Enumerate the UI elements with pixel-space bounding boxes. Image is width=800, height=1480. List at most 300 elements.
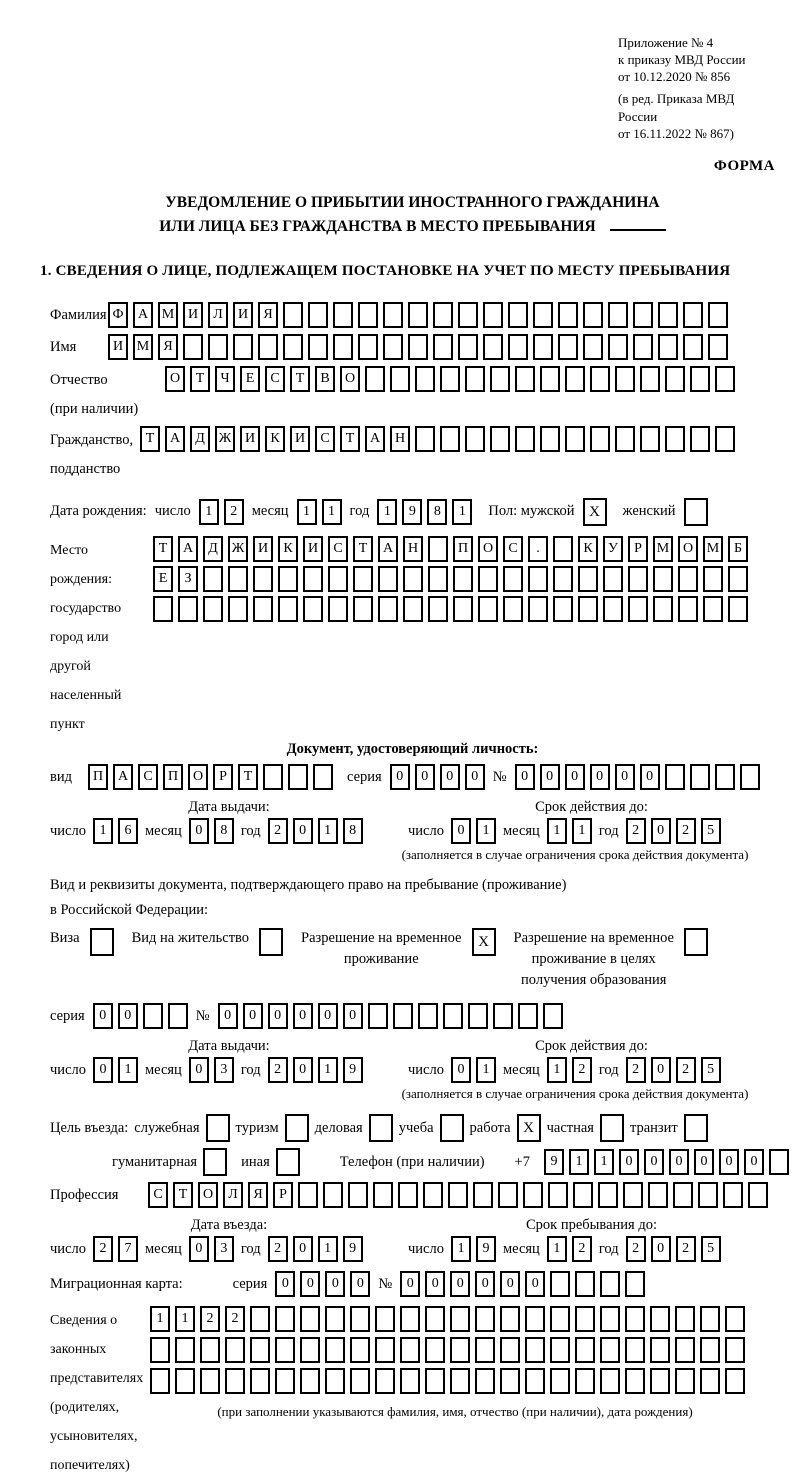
migration-number-label: №	[378, 1275, 393, 1292]
form-cell	[565, 426, 585, 452]
section1-heading: 1. СВЕДЕНИЯ О ЛИЦЕ, ПОДЛЕЖАЩЕМ ПОСТАНОВКЕ НА УЧЕТ ПО МЕСТУ ПРЕБЫВАНИЯ	[40, 262, 731, 279]
form-cell	[515, 426, 535, 452]
form-cell: А	[165, 426, 185, 452]
form-cell	[475, 1368, 495, 1394]
form-cell	[665, 764, 685, 790]
form-cell	[375, 1368, 395, 1394]
entry-date-col	[50, 1217, 408, 1263]
form-cell: Я	[258, 302, 278, 328]
entry-date-line	[50, 1236, 408, 1263]
issue-date-line	[50, 818, 408, 845]
form-cell: 1	[594, 1149, 614, 1175]
form-cell: П	[453, 536, 473, 562]
expiry-month-cells	[547, 1057, 592, 1083]
month-label: месяц	[144, 1240, 182, 1257]
form-cell: 0	[93, 1057, 113, 1083]
form-cell	[183, 334, 203, 360]
form-cell: Т	[190, 366, 210, 392]
form-cell: 0	[515, 764, 535, 790]
form-cell: А	[113, 764, 133, 790]
form-cell	[525, 1306, 545, 1332]
form-cell	[698, 1182, 718, 1208]
form-cell	[428, 566, 448, 592]
form-cell	[578, 566, 598, 592]
form-cell: 5	[701, 1236, 721, 1262]
form-cell	[723, 1182, 743, 1208]
form-cell: Ч	[215, 366, 235, 392]
form-cell	[475, 1337, 495, 1363]
identity-doc-row	[50, 764, 775, 791]
form-cell: 0	[325, 1271, 345, 1297]
temp-residence-education-checkbox	[684, 928, 708, 956]
form-cell	[700, 1368, 720, 1394]
visa-label: Виза	[50, 929, 80, 946]
entry-year-cells	[268, 1236, 363, 1262]
form-title-line1: УВЕДОМЛЕНИЕ О ПРИБЫТИИ ИНОСТРАННОГО ГРАЖДАНИНА	[165, 193, 660, 211]
form-cell	[353, 596, 373, 622]
expiry-day-cells	[451, 818, 496, 844]
legal-row3	[150, 1368, 760, 1394]
form-cell	[300, 1306, 320, 1332]
form-cell	[350, 1368, 370, 1394]
form-cell	[525, 1337, 545, 1363]
form-cell	[433, 334, 453, 360]
form-cell: 0	[525, 1271, 545, 1297]
purpose-work-label: работа	[469, 1119, 511, 1136]
purpose-business-checkbox	[369, 1114, 393, 1142]
purpose-official-checkbox	[206, 1114, 230, 1142]
form-cell	[303, 566, 323, 592]
form-cell	[553, 566, 573, 592]
citizenship-label-line: Гражданство,	[50, 431, 134, 448]
form-cell: 0	[189, 1236, 209, 1262]
temp-residence-education-line: проживание в целях	[531, 950, 656, 967]
form-cell: 0	[651, 1236, 671, 1262]
birth-place-row1	[153, 536, 748, 562]
form-cell: 0	[719, 1149, 739, 1175]
form-cell	[278, 596, 298, 622]
form-cell	[383, 302, 403, 328]
month-label: месяц	[251, 503, 289, 520]
form-cell	[583, 302, 603, 328]
form-cell	[308, 334, 328, 360]
visit-purpose-row2	[112, 1148, 775, 1176]
form-cell: 7	[118, 1236, 138, 1262]
legal-representatives-block	[50, 1306, 775, 1480]
form-cell: И	[108, 334, 128, 360]
form-cell	[448, 1182, 468, 1208]
form-cell	[533, 334, 553, 360]
form-cell	[700, 1337, 720, 1363]
form-cell: Т	[353, 536, 373, 562]
form-cell: 0	[651, 818, 671, 844]
form-cell: 0	[293, 818, 313, 844]
day-label: число	[50, 1061, 86, 1078]
migration-series-cells	[275, 1271, 370, 1297]
form-cell	[465, 426, 485, 452]
form-cell: М	[703, 536, 723, 562]
temp-residence-education-line: получения образования	[521, 971, 667, 988]
form-cell	[540, 366, 560, 392]
stay-until-line	[408, 1236, 775, 1263]
form-cell: А	[365, 426, 385, 452]
form-cell: 0	[189, 1057, 209, 1083]
form-cell	[740, 764, 760, 790]
form-cell: 1	[175, 1306, 195, 1332]
form-cell: Е	[153, 566, 173, 592]
form-cell: 1	[547, 1057, 567, 1083]
residence-permit-checkbox	[259, 928, 283, 956]
form-cell	[575, 1306, 595, 1332]
birth-year-cells	[377, 499, 472, 525]
form-cell	[683, 334, 703, 360]
identity-doc-heading: Документ, удостоверяющий личность:	[286, 740, 539, 757]
form-cell	[298, 1182, 318, 1208]
legal-row2	[150, 1337, 760, 1363]
form-cell: 2	[626, 1057, 646, 1083]
form-cell	[458, 334, 478, 360]
issue-day-cells	[93, 818, 138, 844]
birth-place-row3	[153, 596, 748, 622]
phone-cells	[544, 1149, 789, 1175]
form-cell	[600, 1271, 620, 1297]
form-cell: 1	[476, 1057, 496, 1083]
citizenship-label-line: подданство	[50, 460, 121, 477]
form-cell	[425, 1337, 445, 1363]
form-cell	[478, 596, 498, 622]
citizenship-cells	[140, 426, 735, 452]
form-cell	[250, 1337, 270, 1363]
form-cell	[575, 1337, 595, 1363]
form-cell	[515, 366, 535, 392]
form-cell	[350, 1306, 370, 1332]
amendment-line: от 16.11.2022 № 867)	[618, 125, 735, 141]
doc-series-label: серия	[347, 768, 382, 785]
form-cell: 1	[547, 818, 567, 844]
form-cell: М	[653, 536, 673, 562]
form-cell	[283, 302, 303, 328]
given-name-label: Имя	[50, 338, 77, 355]
form-cell	[528, 566, 548, 592]
form-cell: 0	[744, 1149, 764, 1175]
stay-doc-number-cells	[218, 1003, 563, 1029]
expiry-year-cells	[626, 818, 721, 844]
form-cell: 0	[619, 1149, 639, 1175]
form-cell: Т	[238, 764, 258, 790]
form-cell	[683, 302, 703, 328]
form-cell: 2	[268, 818, 288, 844]
stay-doc-series-label: серия	[50, 1007, 85, 1024]
stay-doc-intro	[50, 873, 775, 924]
form-cell: З	[178, 566, 198, 592]
day-label: число	[408, 1061, 444, 1078]
form-cell	[200, 1337, 220, 1363]
form-cell	[478, 566, 498, 592]
form-cell	[400, 1337, 420, 1363]
form-cell	[453, 566, 473, 592]
form-cell: Л	[223, 1182, 243, 1208]
purpose-business-label: деловая	[314, 1119, 363, 1136]
form-cell	[403, 566, 423, 592]
form-cell	[590, 366, 610, 392]
month-label: месяц	[144, 822, 182, 839]
form-cell	[650, 1306, 670, 1332]
form-cell	[528, 596, 548, 622]
issue-day-cells	[93, 1057, 138, 1083]
form-cell: Т	[140, 426, 160, 452]
form-cell: С	[265, 366, 285, 392]
form-cell: Т	[153, 536, 173, 562]
birth-date-label: Дата рождения:	[50, 503, 147, 520]
form-cell	[308, 302, 328, 328]
form-cell: 5	[701, 1057, 721, 1083]
legal-label-line: законных	[50, 1341, 107, 1357]
form-cell	[328, 596, 348, 622]
form-cell: О	[188, 764, 208, 790]
form-cell	[543, 1003, 563, 1029]
form-cell	[725, 1337, 745, 1363]
form-cell	[490, 426, 510, 452]
form-cell	[650, 1368, 670, 1394]
form-cell	[483, 334, 503, 360]
form-cell	[703, 566, 723, 592]
form-cell	[508, 334, 528, 360]
form-cell	[433, 302, 453, 328]
form-cell: 0	[500, 1271, 520, 1297]
purpose-other-checkbox	[276, 1148, 300, 1176]
year-label: год	[598, 1240, 619, 1257]
form-cell	[450, 1368, 470, 1394]
form-cell	[708, 302, 728, 328]
phone-prefix: +7	[514, 1153, 530, 1170]
residence-permit-label: Вид на жительство	[131, 929, 250, 946]
doc-number-cells	[515, 764, 760, 790]
form-cell	[375, 1306, 395, 1332]
citizenship-label	[50, 426, 140, 484]
form-cell	[658, 334, 678, 360]
form-cell	[553, 536, 573, 562]
purpose-private-label: частная	[546, 1119, 594, 1136]
doc-series-cells	[390, 764, 485, 790]
form-cell: 0	[189, 818, 209, 844]
form-cell	[358, 334, 378, 360]
form-cell	[769, 1149, 789, 1175]
form-cell: 2	[268, 1236, 288, 1262]
expiry-month-cells	[547, 818, 592, 844]
form-cell	[575, 1368, 595, 1394]
form-cell: Ж	[228, 536, 248, 562]
form-cell	[348, 1182, 368, 1208]
form-cell	[625, 1368, 645, 1394]
form-cell	[368, 1003, 388, 1029]
form-cell: 9	[343, 1236, 363, 1262]
visa-checkbox	[90, 928, 114, 956]
form-cell: М	[133, 334, 153, 360]
visit-purpose-label: Цель въезда:	[50, 1119, 129, 1136]
form-cell	[608, 302, 628, 328]
form-cell	[600, 1337, 620, 1363]
doc-number-label: №	[492, 768, 507, 785]
surname-cells	[108, 302, 728, 328]
form-cell	[623, 1182, 643, 1208]
form-cell: 0	[350, 1271, 370, 1297]
stay-doc-issue-col	[50, 1038, 408, 1084]
form-cell: О	[198, 1182, 218, 1208]
form-cell: Е	[240, 366, 260, 392]
form-cell	[523, 1182, 543, 1208]
form-cell	[465, 366, 485, 392]
day-label: число	[408, 822, 444, 839]
form-cell: 2	[225, 1306, 245, 1332]
form-cell	[575, 1271, 595, 1297]
ref-line: Приложение № 4	[618, 35, 714, 50]
form-cell	[428, 536, 448, 562]
birth-place-cells	[153, 536, 748, 626]
stay-month-cells	[547, 1236, 592, 1262]
surname-label: Фамилия	[50, 306, 107, 323]
form-cell	[533, 302, 553, 328]
form-cell	[503, 596, 523, 622]
birth-place-label-line: населенный пункт	[50, 687, 122, 732]
identity-expiry-col	[408, 799, 775, 845]
form-cell: 1	[476, 818, 496, 844]
form-cell: К	[278, 536, 298, 562]
form-cell: 0	[540, 764, 560, 790]
expiry-day-cells	[451, 1057, 496, 1083]
form-cell: 2	[676, 818, 696, 844]
ref-line: от 10.12.2020 № 856	[618, 69, 731, 85]
form-cell	[258, 334, 278, 360]
form-cell	[483, 302, 503, 328]
given-name-row	[50, 334, 775, 361]
issue-month-cells	[189, 1057, 234, 1083]
form-cell	[578, 596, 598, 622]
form-cell	[175, 1368, 195, 1394]
form-cell: 0	[218, 1003, 238, 1029]
form-cell	[615, 426, 635, 452]
form-cell: И	[240, 426, 260, 452]
form-cell: П	[88, 764, 108, 790]
form-cell: 0	[118, 1003, 138, 1029]
form-cell	[423, 1182, 443, 1208]
form-cell	[468, 1003, 488, 1029]
form-cell	[665, 366, 685, 392]
form-cell	[650, 1337, 670, 1363]
issue-month-cells	[189, 818, 234, 844]
patronymic-label-line: (при наличии)	[50, 400, 139, 417]
form-cell	[500, 1337, 520, 1363]
purpose-other-label: иная	[241, 1153, 270, 1170]
form-cell: 9	[544, 1149, 564, 1175]
form-cell	[250, 1368, 270, 1394]
form-cell: 6	[118, 818, 138, 844]
form-cell	[503, 566, 523, 592]
form-cell	[648, 1182, 668, 1208]
form-cell	[325, 1368, 345, 1394]
form-cell	[550, 1368, 570, 1394]
form-cell: 0	[640, 764, 660, 790]
purpose-study-checkbox	[440, 1114, 464, 1142]
stay-doc-series-row	[50, 1003, 775, 1030]
stay-doc-intro-line1: Вид и реквизиты документа, подтверждающего право на пребывание (проживание)	[50, 876, 567, 893]
form-cell: Р	[213, 764, 233, 790]
form-cell: С	[138, 764, 158, 790]
sex-female-checkbox	[684, 498, 708, 526]
purpose-tourism-label: туризм	[235, 1119, 279, 1136]
form-cell	[175, 1337, 195, 1363]
stay-doc-intro-line2: в Российской Федерации:	[50, 902, 209, 919]
form-cell: П	[163, 764, 183, 790]
amendment-line: (в ред. Приказа МВД России	[618, 91, 735, 124]
form-cell	[708, 334, 728, 360]
form-cell	[628, 566, 648, 592]
form-cell	[665, 426, 685, 452]
day-label: число	[50, 822, 86, 839]
form-cell	[508, 302, 528, 328]
sex-male-checkbox: X	[583, 498, 607, 526]
form-cell	[393, 1003, 413, 1029]
form-cell	[703, 596, 723, 622]
form-cell: С	[315, 426, 335, 452]
profession-label: Профессия	[50, 1186, 119, 1203]
day-label: число	[154, 503, 191, 520]
purpose-work-checkbox: X	[517, 1114, 541, 1142]
form-cell: 0	[390, 764, 410, 790]
sex-male-label: Пол: мужской	[488, 503, 575, 520]
form-cell	[440, 426, 460, 452]
phone-label: Телефон (при наличии)	[339, 1153, 485, 1170]
form-cell: 0	[565, 764, 585, 790]
form-cell	[725, 1368, 745, 1394]
form-cell: О	[478, 536, 498, 562]
month-label: месяц	[144, 1061, 182, 1078]
purpose-study-label: учеба	[398, 1119, 434, 1136]
form-cell: Я	[158, 334, 178, 360]
legal-representatives-note: (при заполнении указываются фамилия, имя, отчество (при наличии), дата рождения)	[217, 1403, 693, 1419]
temp-residence-checkbox: X	[472, 928, 496, 956]
temp-residence-label	[301, 928, 461, 970]
form-cell: Р	[628, 536, 648, 562]
form-cell	[313, 764, 333, 790]
form-cell	[168, 1003, 188, 1029]
form-cell: Р	[273, 1182, 293, 1208]
year-label: год	[349, 503, 370, 520]
form-cell	[325, 1306, 345, 1332]
legal-label-line: (родителях,	[50, 1399, 120, 1415]
migration-card-row	[50, 1271, 775, 1298]
form-cell	[378, 596, 398, 622]
form-cell: 2	[93, 1236, 113, 1262]
purpose-transit-checkbox	[684, 1114, 708, 1142]
form-cell	[275, 1337, 295, 1363]
form-cell	[443, 1003, 463, 1029]
year-label: год	[240, 1240, 261, 1257]
form-cell	[678, 566, 698, 592]
form-cell: 0	[425, 1271, 445, 1297]
form-cell	[400, 1368, 420, 1394]
form-cell	[253, 596, 273, 622]
birth-place-row2	[153, 566, 748, 592]
form-cell: 2	[572, 1057, 592, 1083]
form-cell	[653, 596, 673, 622]
form-cell	[150, 1337, 170, 1363]
form-cell	[598, 1182, 618, 1208]
issue-date-heading: Дата выдачи:	[188, 798, 270, 815]
form-cell	[550, 1337, 570, 1363]
form-cell: 0	[93, 1003, 113, 1029]
title-underline	[610, 217, 666, 231]
form-cell	[558, 302, 578, 328]
